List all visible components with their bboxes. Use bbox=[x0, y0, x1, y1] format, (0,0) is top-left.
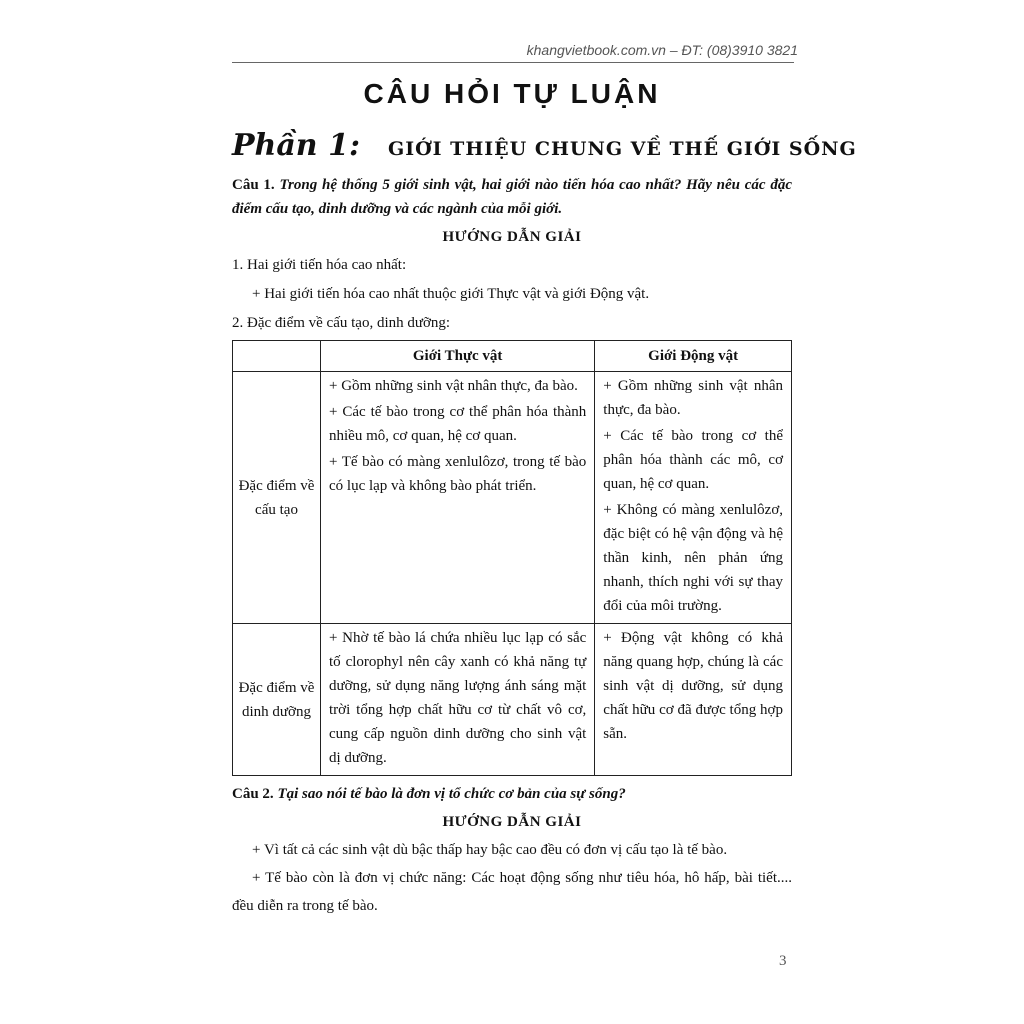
question-1 bbox=[232, 173, 792, 221]
header-divider bbox=[232, 62, 794, 63]
table-header-animal: Giới Động vật bbox=[595, 341, 792, 372]
question-1-text: Trong hệ thống 5 giới sinh vật, hai giới nào tiến hóa cao nhất? Hãy nêu các đặc điểm cấu tạo, dinh dưỡng và các ngành của mỗi giới. bbox=[232, 177, 792, 217]
question-2-answer: + Tế bào còn là đơn vị chức năng: Các hoạt động sống như tiêu hóa, hô hấp, bài tiết.... đều diễn ra trong tế bào. bbox=[232, 870, 792, 914]
animal-structure-item: + Gồm những sinh vật nhân thực, đa bào. bbox=[603, 378, 783, 418]
animal-structure-item: + Không có màng xenlulôzơ, đặc biệt có hệ vận động và hệ thần kinh, nên phản ứng nhanh, thích nghi với sự thay đổi của môi trường. bbox=[603, 502, 783, 614]
section-heading bbox=[232, 128, 857, 163]
question-1-number: Câu 1. bbox=[232, 177, 275, 193]
plant-structure-item: + Tế bào có màng xenlulôzơ, trong tế bào có lục lạp và không bào phát triển. bbox=[329, 454, 587, 494]
table-row bbox=[233, 372, 792, 624]
page-content bbox=[232, 173, 792, 920]
plant-structure-cell bbox=[321, 372, 595, 624]
table-row bbox=[233, 624, 792, 776]
section-subtitle: GIỚI THIỆU CHUNG VỀ THẾ GIỚI SỐNG bbox=[388, 138, 857, 160]
question-2-text: Tại sao nói tế bào là đơn vị tổ chức cơ bản của sự sống? bbox=[277, 786, 626, 802]
plant-nutrition-cell bbox=[321, 624, 595, 776]
answer-point-2: 2. Đặc điểm về cấu tạo, dinh dưỡng: bbox=[232, 315, 451, 331]
plant-structure-item: + Gồm những sinh vật nhân thực, đa bào. bbox=[329, 378, 578, 394]
animal-nutrition-cell bbox=[595, 624, 792, 776]
page-title: CÂU HỎI TỰ LUẬN bbox=[363, 78, 661, 109]
question-2 bbox=[232, 782, 792, 806]
plant-nutrition-item: + Nhờ tế bào lá chứa nhiều lục lạp có sắc tố clorophyl nên cây xanh có khả năng tự dưỡng, sử dụng năng lượng ánh sáng mặt trời tổng hợp chất hữu cơ từ chất vô cơ, cung cấp nguồn dinh dưỡng cho sinh vật dị dưỡng. bbox=[329, 630, 587, 766]
question-2-answer: + Vì tất cả các sinh vật dù bậc thấp hay bậc cao đều có đơn vị cấu tạo là tế bào. bbox=[252, 842, 728, 858]
table-header-plant: Giới Thực vật bbox=[321, 341, 595, 372]
animal-nutrition-item: + Động vật không có khả năng quang hợp, chúng là các sinh vật dị dưỡng, sử dụng chất hữu cơ đã được tổng hợp sẵn. bbox=[603, 630, 783, 742]
plant-structure-item: + Các tế bào trong cơ thể phân hóa thành nhiều mô, cơ quan, hệ cơ quan. bbox=[329, 404, 587, 444]
page-number: 3 bbox=[779, 953, 787, 969]
row-label-nutrition: Đặc điểm về dinh dưỡng bbox=[233, 624, 321, 776]
comparison-table bbox=[232, 340, 792, 776]
question-2-guide-heading: HƯỚNG DẪN GIẢI bbox=[442, 814, 582, 830]
animal-structure-cell bbox=[595, 372, 792, 624]
answer-point-1: 1. Hai giới tiến hóa cao nhất: bbox=[232, 257, 407, 273]
table-header-empty bbox=[233, 341, 321, 372]
answer-point-1-detail: + Hai giới tiến hóa cao nhất thuộc giới Thực vật và giới Động vật. bbox=[252, 286, 650, 302]
header-source: khangvietbook.com.vn – ĐT: (08)3910 3821 bbox=[526, 42, 798, 58]
table-header-row bbox=[233, 341, 792, 372]
question-2-number: Câu 2. bbox=[232, 786, 274, 802]
animal-structure-item: + Các tế bào trong cơ thể phân hóa thành các mô, cơ quan, hệ cơ quan. bbox=[603, 428, 783, 492]
row-label-structure: Đặc điểm về cấu tạo bbox=[233, 372, 321, 624]
section-label: Phần 1: bbox=[232, 128, 361, 163]
question-1-guide-heading: HƯỚNG DẪN GIẢI bbox=[442, 229, 582, 245]
